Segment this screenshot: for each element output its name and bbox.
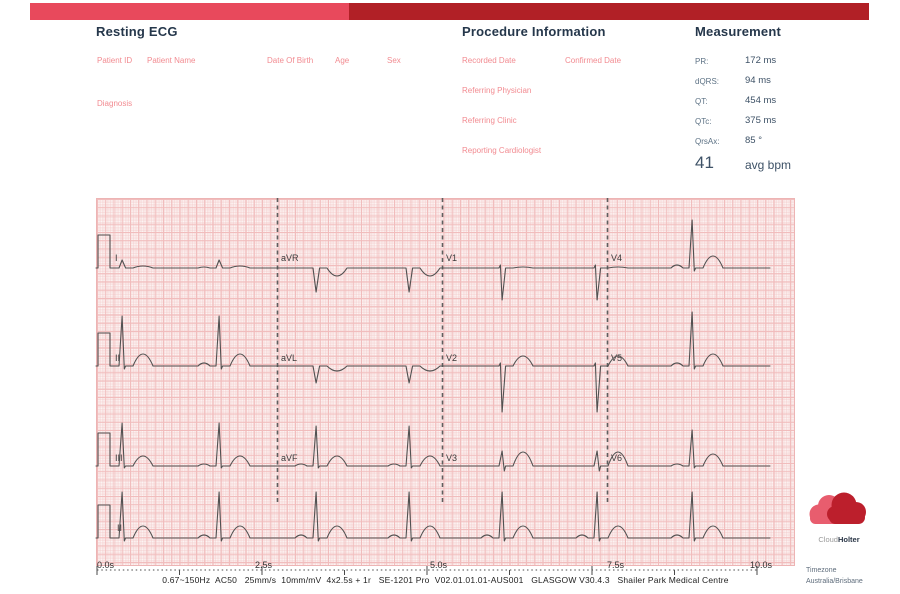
measurement-label-qt: QT: <box>695 97 708 106</box>
measurement-label-dqrs: dQRS: <box>695 77 720 86</box>
field-label-referring-physician: Referring Physician <box>462 86 532 95</box>
measurement-value-pr: 172 ms <box>745 55 777 66</box>
field-label-reporting-cardiologist: Reporting Cardiologist <box>462 146 542 155</box>
field-label-sex: Sex <box>387 56 401 65</box>
timezone-block <box>806 565 863 587</box>
lead-label-V1: V1 <box>446 253 458 263</box>
lead-label-III: III <box>115 453 123 463</box>
avg-bpm-unit: avg bpm <box>745 158 792 172</box>
lead-label-V5: V5 <box>611 353 623 363</box>
timezone-value: Australia/Brisbane <box>806 578 863 585</box>
field-label-diagnosis: Diagnosis <box>97 99 133 108</box>
section-title-measurement: Measurement <box>695 24 782 39</box>
field-label-date-of-birth: Date Of Birth <box>267 56 314 65</box>
avg-bpm-value: 41 <box>695 153 714 172</box>
field-label-patient-id: Patient ID <box>97 56 133 65</box>
wordmark-holter: Holter <box>837 535 860 544</box>
cloudholter-logo <box>804 484 874 536</box>
time-tick-label: 10.0s <box>749 560 772 570</box>
field-label-patient-name: Patient Name <box>147 56 196 65</box>
time-tick-label: 5.0s <box>429 560 447 570</box>
field-label-age: Age <box>335 56 350 65</box>
top-accent-bar-light <box>30 3 349 20</box>
field-label-recorded-date: Recorded Date <box>462 56 516 65</box>
lead-label-II: II <box>115 353 121 363</box>
section-title-resting-ecg: Resting ECG <box>96 24 178 39</box>
lead-label-aVR: aVR <box>281 253 299 263</box>
timezone-label: Timezone <box>806 567 837 574</box>
cloud-logo-icon <box>804 484 874 536</box>
wordmark-cloud: Cloud <box>818 535 838 544</box>
lead-label-V6: V6 <box>611 453 623 463</box>
field-label-confirmed-date: Confirmed Date <box>565 56 622 65</box>
measurement-label-pr: PR: <box>695 57 709 66</box>
measurement-label-qrsax: QrsAx: <box>695 137 720 146</box>
lead-label-II: II <box>117 523 123 533</box>
lead-label-I: I <box>115 253 118 263</box>
cloudholter-wordmark <box>798 535 880 544</box>
lead-label-V4: V4 <box>611 253 623 263</box>
measurement-value-dqrs: 94 ms <box>745 75 771 86</box>
time-tick-label: 7.5s <box>607 560 625 570</box>
time-tick-label: 2.5s <box>254 560 272 570</box>
lead-label-V3: V3 <box>446 453 458 463</box>
ecg-grid-paper <box>96 198 795 566</box>
top-accent-bar-dark <box>349 3 869 20</box>
field-label-referring-clinic: Referring Clinic <box>462 116 517 125</box>
time-tick-label: 0.0s <box>97 560 115 570</box>
recording-settings-line: 0.67~150Hz AC50 25mm/s 10mm/mV 4x2.5s + 1r SE-1201 Pro V02.01.01.01-AUS001 GLASGOW V30.4.3 Shailer Park Medical Centre <box>162 575 729 585</box>
lead-label-aVF: aVF <box>281 453 298 463</box>
lead-label-aVL: aVL <box>281 353 298 363</box>
measurement-label-qtc: QTc: <box>695 117 712 126</box>
measurement-value-qt: 454 ms <box>745 95 777 106</box>
lead-label-V2: V2 <box>446 353 458 363</box>
measurement-value-qtc: 375 ms <box>745 115 777 126</box>
section-title-procedure-information: Procedure Information <box>462 24 606 39</box>
measurement-value-qrsax: 85 ° <box>745 135 763 146</box>
